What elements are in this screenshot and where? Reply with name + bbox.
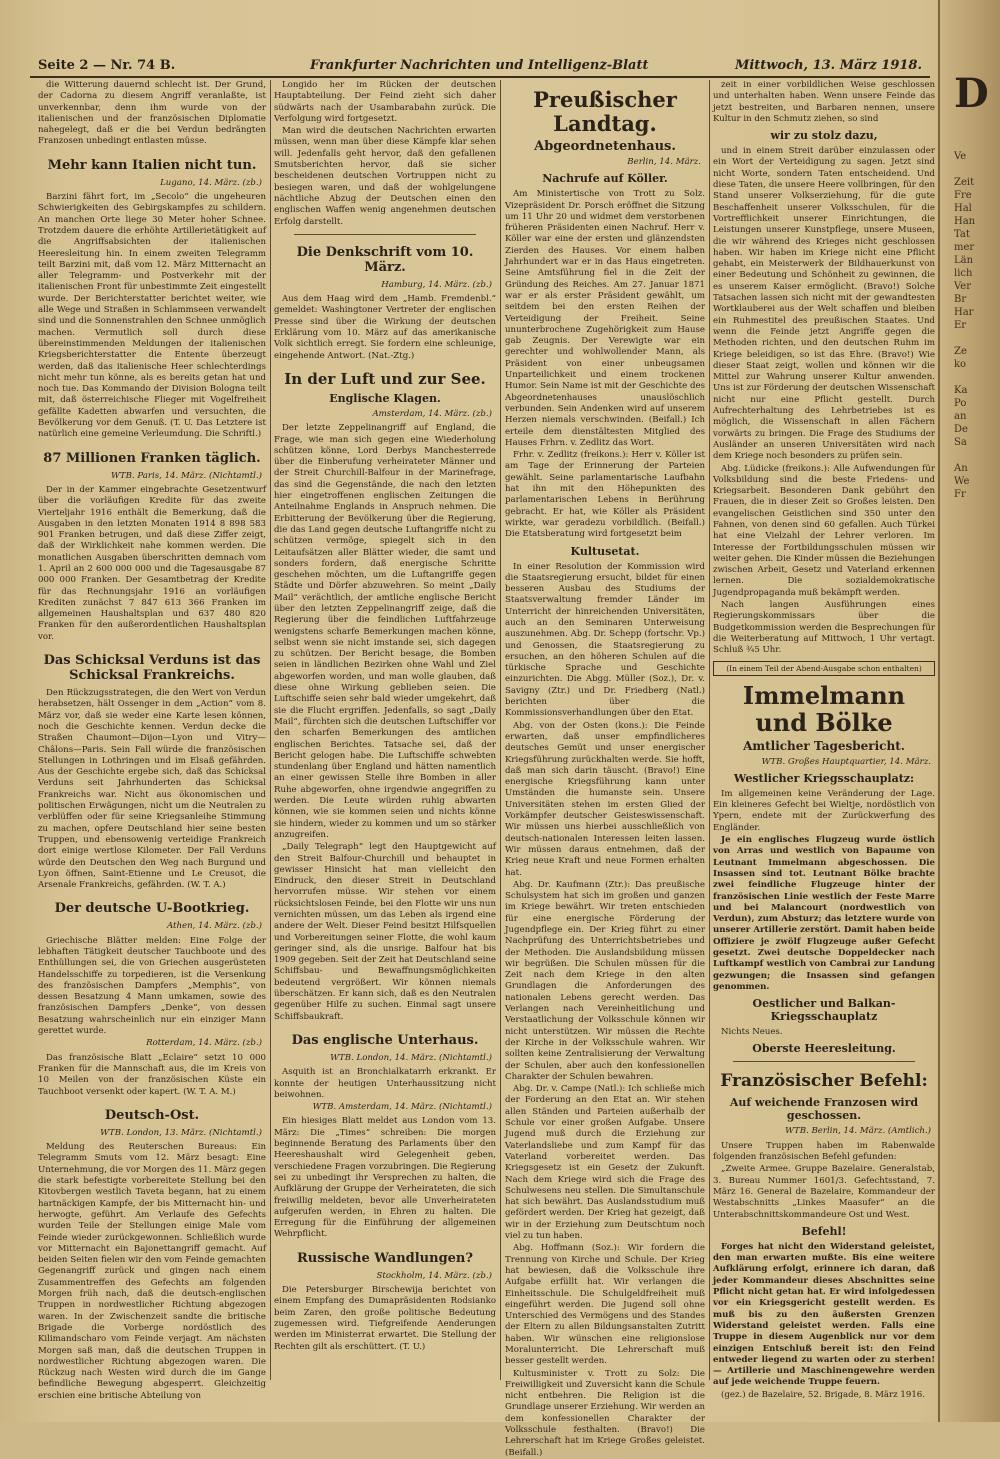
headline-italien: Mehr kann Italien nicht tun. [47,157,257,173]
headline-verdun: Das Schicksal Verduns ist das Schicksal Frankreichs. [43,653,261,684]
article-body: Das französische Blatt „Eclaire“ setzt 10 000 Franken für die Mannschaft aus, die im Kreis von 10 Meilen von der französischen Küste ein Tauchboot versenkt oder kapert. (W. T. A. M.) [38,1052,266,1097]
headline-millionen: 87 Millionen Franken täglich. [43,450,261,466]
dateline: Hamburg, 14. März. (zb.) [381,279,492,290]
article-body: Je ein englisches Flugzeug wurde östlich von Arras und westlich von Bapaume von Leutnant Immelmann abgeschossen. Die Insassen sind tot. Leutnant Bölke brachte zwei feindliche Flugzeuge hinter der französischen Linie westlich der Feste Marre und bei Malancourt (nordwestlich von Verdun), zum Absturz; das letztere wurde von unserer Artillerie zerstört. Damit haben beide Offiziere je zwölf Flugzeuge außer Gefecht gesetzt. Zwei deutsche Doppeldecker nach Luftkampf westlich von Cambrai zur Landung gezwungen; die Insassen sind gefangen genommen. [713,835,935,992]
dateline: Amsterdam, 14. März. (zb.) [372,408,492,419]
headline-deutsch-ost: Deutsch-Ost. [104,1107,200,1123]
separator [294,234,476,235]
separator [733,1061,915,1062]
article-body: Frhr. v. Zedlitz (freikons.): Herr v. Köller ist am Tage der Erinnerung der Parteien gewählt. Seine parlamentarische Laufbahn hat ihn mit den Höhepunkten des parlamentarischen Lebens in Berührung gebracht. Er hat, wie Köller als Präsident wirkte, war geradezu vorbildlich. (Beifall.) Die Etatsberatung wird fortgesetzt beim [505,450,705,540]
column-2 [274,80,496,1390]
subheadline: Oestlicher und Balkan-Kriegsschauplatz [752,997,896,1024]
article-body: Abg. von der Osten (kons.): Die Feinde erwarten, daß unser empfindlicheres deutsches Gemüt und unser energischer Kriegsführung zurückhalten werde. Sie hofft, daß man sich darin täuscht. (Bravo!) Eine energische Kriegsführung kann unter Umständen die humanste sein. Unsere Universitäten stehen im ersten Glied der Vorkämpfer deutscher Geisteswissenschaft. Wir müssen uns hierbei ausschließlich von deutsch-nationalen Interessen leiten lassen. Wir müssen daraus entnehmen, daß der Krieg neue Kraft und neue Formen erhalten hat. [505,720,705,878]
subheadline: Englische Klagen. [329,391,441,405]
dateline: Berlin, 14. März. [627,157,701,167]
subheadline: Nachrufe auf Köller. [542,172,668,186]
dateline: WTB. London, 13. März. (Nichtamtl.) [100,1127,262,1138]
headline-russische: Russische Wandlungen? [296,1250,474,1266]
article-body: Den Rückzugsstrategen, die den Wert von Verdun herabsetzen, hält Ossenger in dem „Action“ vom 8. März vor, daß sie weder eine Karte lesen können, noch die Geschichte kennen. Verdun decke die Straßen Chaumont—Dijon—Lyon und Vitry—Châlons—Paris. Sein Fall würde die französischen Stellungen in Lothringen und im Elsaß gefährden. Aus der Geschichte ergebe sich, daß das Schicksal Verduns seit Jahrhunderten das Schicksal Frankreichs war. Nicht aus ökonomischen und politischen Erwägungen, nicht um die Neutralen zu verblüffen oder für seine Kriegsanleihe Stimmung zu machen, opfere Deutschland hier seine besten Truppen, und ebensowenig verteidige Frankreich dort einige wertlose Kilometer. Der Fall Verduns würde den Deutschen den Weg nach Burgund und Lyon öffnen, Saint-Etienne und Le Creusot, die Arsenale Frankreichs, gefährden. (W. T. A.) [38,688,266,891]
dateline: Athen, 14. März. (zb.) [166,921,262,932]
article-body: Forges hat nicht den Widerstand geleistet, den man erwarten mußte. Bis eine weitere Aufklärung erfolgt, erinnere ich daran, daß jeder Kommandeur dieses Abschnittes seine Pflicht nicht getan hat. Er wird infolgedessen vor ein Kriegsgericht gestellt werden. Es muß bis zu den äußersten Grenzen Widerstand geleistet werden. Falls eine Truppe in diesem Augenblick nur vor dem einzigen Entschluß bereit ist: den Feind entweder liegend zu warten oder zu sterben! — Artillerie und Maschinengewehre werden auf jede weichende Truppe feuern. [713,1241,935,1388]
subheadline: Auf weichende Franzosen wird geschossen. [729,1096,919,1123]
article-body: Nach langen Ausführungen eines Regierungskommissars über die Budgetkommission werden die Besprechungen für die Weiterberatung auf Mittwoch, 1 Uhr vertagt. Schluß ¾5 Uhr. [713,600,935,656]
headline-unterhaus: Das englische Unterhaus. [291,1032,479,1048]
column-1 [38,80,266,1401]
headline-landtag: Preußischer Landtag. [533,87,677,136]
signature: Oberste Heeresleitung. [752,1042,896,1056]
page-header [30,52,930,78]
headline-denkschrift: Die Denkschrift vom 10. März. [296,244,474,275]
subheadline: Kultusetat. [570,544,640,558]
headline-luft-see: In der Luft und zur See. [284,369,486,388]
article-body: Man wird die deutschen Nachrichten erwarten müssen, wenn man über diese Kämpfe klar sehen will. Jedenfalls geht hervor, daß den gefallenen Smutsberichten hervor, daß sie sicher bescheidenen deutschen Vortruppen nicht zu besiegen waren, und daß der wohlgelungene nächtliche Abzug der Deutschen einen den englischen Waffen wenig angenehmen deutschen Erfolg darstellt. [274,126,496,227]
article-body: Aus dem Haag wird dem „Hamb. Fremdenbl.“ gemeldet: Washingtoner Vertreter der englischen Presse sind über die Wirkung der deutschen Erklärung vom 10. März auf das amerikanische Volk sichtlich erregt. Sie fordern eine schleunige, eingehende Antwort. (Nat.-Ztg.) [274,294,496,361]
article-body: Abg. Dr. v. Campe (Natl.): Ich schließe mich der Forderung an den Etat an. Wir stehen allen Ständen und Parteien außerhalb der Schule vor einer großen Aufgabe. Unsere Jugend muß durch die Erziehung zur Vaterlandsliebe und zum Kampf für das Vaterland vorbereitet werden. Das Kriegsgesetz ist ein Gesetz der Zukunft. Nach dem Kriege wird sich die Frage des Schulwesens neu stellen. Die Simultanschule hat sich bewährt. Das Auslandsstudium muß gefördert werden. Der Krieg hat gezeigt, daß wir in der Erziehung zum Deutschtum noch viel zu tun haben. [505,1084,705,1242]
column-3 [505,80,705,1458]
article-body: Am Ministertische von Trott zu Solz. Vizepräsident Dr. Porsch eröffnet die Sitzung um 11 Uhr 20 und widmet dem verstorbenen früheren Präsidenten einen Nachruf. Herr v. Köller war eine der ersten und glänzendsten Zierden des Hauses. Vor einem halben Jahrhundert war er in das Haus eingetreten. Seine Amtsführung fiel in die Zeit der Gründung des Reiches. Am 27. Januar 1871 war er als erster Präsident gewählt, um seitdem bei den ersten Reihen der Verteidigung der Freiheit. Seine ununterbrochene Zugehörigkeit zum Hause gab Zeugnis. Der Verewigte war ein gerechter und wohlwollender Mann, als Präsident von einer unbeugsamen Unparteilichkeit und einem trockenen Humor. Sein Name ist mit der Geschichte des Abgeordnetenhauses unauslöschlich verbunden. Sein Andenken wird auf unserem Herzen niemals verschwinden. (Beifall.) Ich erteile dem dienstältesten Mitglied des Hauses Frhrn. v. Zedlitz das Wort. [505,189,705,448]
article-continuation: zeit in einer vorbildlichen Weise geschlossen und unterhalten haben. Wenn unsere Feinde das jetzt bestreiten, und Barbaren nennen, unsere Kultur in den Schmutz ziehen, so sind [713,80,935,124]
article-body: „Daily Telegraph“ legt den Hauptgewicht auf den Streit Balfour-Churchill und behauptet in gewisser Hinsicht hat man vielleicht den Eindruck, den dieser Streit in Deutschland hervorrufen müsse. Wir stehen vor einem rücksichtslosen Feinde, bei den Flotte wir uns nun vernichten müssen, um das Leben als irgend eine andere der Welt. Dieser Feind besitzt Hilfsquellen und Vorbereitungen seiner Flotte, die wohl kaum geringer sind, als die unsrige. Balfour hat bis 1909 gegeben. Seit der Zeit hat Deutschland seine Schiffsbau- und Bewaffnungsmöglichkeiten bedeutend vergrößert. Wir können niemals überschätzen. Er kann sich, daß es den Neutralen gegenüber Hilfe zu suchen. Einmal sagt unsere Schiffsbaukraft. [274,842,496,1022]
article-body: Barzini fährt fort, im „Secolo“ die ungeheuren Schwierigkeiten des Gebirgskampfes zu schildern. An manchen Orte liege 30 Meter hoher Schnee. Trotzdem dauere die erhöhte Artillerietätigkeit auf die Angriffsabsichten der italienischen Heeresleitung hin. In einem zweiten Telegramm teilt Barzini mit, daß vom 12. März Mitternacht an aller Telegramm- und Postverkehr mit der italienischen Front für unbestimmte Zeit eingestellt wurde. Der Berichterstatter berichtet weiter, wie alle Wege und Straßen in Schlammseen verwandelt sind und die Sonnenstrahlen den Schnee unmöglich machen. Vermutlich soll durch diese übereinstimmenden Meldungen der italienischen Kriegsberichterstatter die Entente überzeugt werden, daß das italienische Heer schlechterdings nicht mehr tun könne, als es bereits getan hat und noch tue. Das Kommando der Division Bologna teilt mit, daß österreichische Flieger mit Vogelfreiheit gefällte Kadetten abwarfen und versuchten, die Bevölkerung vor dem Genuß. (T. U. Das Letztere ist natürlich eine gemeine Verleumdung. Die Schriftl.) [38,192,266,440]
article-body: Nichts Neues. [721,1027,783,1038]
dateline: Stockholm, 14. März. (zb.) [376,1270,492,1281]
subheadline: Amtlicher Tagesbericht. [743,738,905,753]
article-body: Unsere Truppen haben im Rabenwalde folgenden französischen Befehl gefunden: [713,1140,935,1163]
column-rule [500,80,501,1380]
article-body: Meldung des Reuterschen Bureaus: Ein Telegramm Smuts vom 12. März besagt: Eine Unternehmung, die vor Morgen des 11. März gegen die stark befestigte vorbereitete Stellung bei den Kitovbergen westlich Taveta begann, hat zu einem hartnäckigen Kampfe, der bis Mitternacht hin- und herwogte, geführt. Am Verlaufe des Gefechts wurden Teile der Stellungen einige Male vom Feinde wieder zurückgewonnen. Schließlich wurde vor Mitternacht ein Bajonettangriff gemacht. Auf beiden Seiten fielen wir den vom Feinde gemachten Gegenangriff zurück und gingen nach einem Zusammentreffen des Gefechts am folgenden Morgen früh nach, daß die deutsch-englischen Truppen in nordwestlicher Richtung abgezogen waren. In der Zwischenzeit sandte die britische Brigade die Vorberge nordöstlich des Kilimandscharo vom Feinde verjagt. Am nächsten Morgen saß man, daß die deutschen Truppen in nordwestlicher Richtung abgezogen waren. Die Rückzug nach Westen wird durch die im Gange befindliche Bewegung abgesperrt. Gleichzeitig erschien eine britische Abteilung von [38,1142,266,1401]
article-body: In einer Resolution der Kommission wird die Staatsregierung ersucht, bildet für einen besseren Ausbau des Studiums der Staatsverwaltung fremder Länder im Unterricht der hinreichenden Universitäten, auch an den Seminaren Unterweisung auszunehmen. Abg. Dr. Schepp (fortschr. Vp.) und Genossen, die Staatsregierung zu ersuchen, an den höheren Schulen auf die türkische Sprache und Geschichte einzurichten. Die Abgg. Müller (Soz.), Dr. v. Savigny (Ztr.) und Dr. Friedberg (Natl.) berichten über die Kommissionsverhandlungen über den Etat. [505,561,705,719]
emphasis-line: wir zu stolz dazu, [770,129,878,143]
column-rule [709,80,710,1380]
dateline: Lugano, 14. März. (zb.) [160,177,262,188]
dateline: WTB. Großes Hauptquartier, 14. März. [761,756,931,767]
edition-notice: (In einem Teil der Abend-Ausgabe schon enthalten) [713,661,935,676]
adjacent-page-edge [938,0,1000,1422]
dateline: Rotterdam, 14. März. (zb.) [146,1038,262,1049]
article-body: Der in der Kammer eingebrachte Gesetzentwurf über die vorläufigen Kredite für das zweite Vierteljahr 1916 enthält die Bemerkung, daß die Ausgaben in den letzten Monaten 1914 8 898 583 901 Franken betrugen, und daß diese Ziffer zeigt, daß der Wirklichkeit nahe kommen werden. Die monatlichen Ausgaben überschritten demnach vom 1. April an 2 600 000 000 und die Tagesausgabe 87 000 000 Franken. Der Gesamtbetrag der Kredite für das Rechnungsjahr 1916 an vorläufigen Krediten zunächst 7 847 613 366 Franken im allgemeinen Haushaltsplan und 637 480 820 Franken für den außerordentlichen Haushaltsplan vor. [38,484,266,642]
dateline: WTB. London, 14. März. (Nichtamtl.) [330,1052,492,1063]
article-continuation: Longido her im Rücken der deutschen Hauptabteilung. Der Feind zieht sich daher südwärts nach der Usambarabahn zurück. Die Verfolgung wird fortgesetzt. [274,80,496,124]
article-body: Griechische Blätter melden: Eine Folge der lebhaften Tätigkeit deutscher Tauchboote und des Enthüllungen sei, die von Griechen ausgerüsteten Handelsschiffe zu torpedieren, ist die Versenkung des französischen Dampfers „Memphis“, von dessen Besatzung 4 Mann umkamen, sowie des französischen Dampfers „Denke“, von dessen Besatzung wahrscheinlich nur ein einziger Mann gerettet wurde. [38,935,266,1037]
headline-u-bootkrieg: Der deutsche U-Bootkrieg. [54,901,250,917]
article-continuation: die Witterung dauernd schlecht ist. Der Grund, der Cadorna zu diesem Angriff veranlaßte, ist unverkennbar, denn ihm wurde von der italienischen und der französischen Diplomatie nahegelegt, daß er die bei Verdun bedrängten Franzosen unbedingt entlasten müsse. [38,80,266,147]
article-body: Ein hiesiges Blatt meldet aus London vom 13. März: Die „Times“ schreiben: Die morgen beginnende Beratung des Parlaments über den Heereshaushalt wird Gelegenheit geben, verschiedene Fragen vorzubringen. Die Regierung sei zu unbedingt ihr Versprechen zu halten, die Aufklärung der Gruppe der Verheirateten, die sich freiwillig meldeten, bevor alle Unverheirateten aufgerufen werden, in Ehren zu halten. Die Erregung für die Einführung der allgemeinen Wehrpflicht. [274,1116,496,1240]
article-body: „Zweite Armee. Gruppe Bazelaire. Generalstab, 3. Bureau Nummer 1601/3. Gefechtsstand, 7. März 16. General de Bazelaire, Kommandeur der Westabschnitts „Linkes Maasufer“ an die Unterabschnittskommandeure Ost und West. [713,1164,935,1220]
subheadline: Westlicher Kriegsschauplatz: [733,771,915,785]
subheadline: Abgeordnetenhaus. [534,139,676,154]
column-rule [270,80,271,1380]
issue-date: Mittwoch, 13. März 1918. [734,58,922,73]
article-body: Kultusminister v. Trott zu Solz: Die Freiwilligkeit und Zuversicht kann die Schule nicht entbehren. Die Religion ist die Grundlage unserer Erziehung. Wir werden an dem konfessionellen Charakter der Volksschule festhalten. (Bravo!) Die Lehrerschaft hat im Kriege Großes geleistet. (Beifall.) [505,1368,705,1458]
dateline: WTB. Berlin, 14. März. (Amtlich.) [785,1126,931,1137]
subheadline: Befehl! [801,1224,847,1238]
column-4 [713,80,935,1400]
article-body: Die Petersburger Birschewija berichtet von einem Empfang des Dumapräsidenten Rodsianko beim Zaren, den große politische Bedeutung zugemessen wird. Tiefgreifende Aenderungen werden im Ministerrat erwartet. Die Stellung der Rechten gilt als erschüttert. (T. U.) [274,1285,496,1352]
article-body: Abg. Dr. Kaufmann (Ztr.): Das preußische Schulsystem hat sich im großen und ganzen im Kriege bewährt. Wir treten entschieden für eine energische Förderung der Jugendpflege ein. Der Krieg führt zu einer Nachprüfung des Unterrichtsbetriebes und der Methoden. Die Auslandsbildung müssen wir begrüßen. Die Schulen müssen für die Zeit nach dem Kriege in den alten Grundlagen die Anforderungen des nationalen Lebens gerecht werden. Das Verlangen nach Vereinheitlichung und Verstaatlichung der Volksschule können wir nicht unterstützen. Wir müssen die Rechte der Kirche in der Volksschule wahren. Wir sollten keine Zentralisierung der Verwaltung der Schulen, aber auch den konfessionellen Charakter der Schulen bewahren. [505,879,705,1082]
headline-befehl: Französischer Befehl: [720,1071,928,1092]
dateline: WTB. Paris, 14. März. (Nichtamtl.) [111,470,262,481]
article-body: Abg. Hoffmann (Soz.): Wir fordern die Trennung von Kirche und Schule. Der Krieg hat bewiesen, daß die Volksschule ihre Aufgabe erfüllt hat. Wir verlangen die Einheitsschule. Die Schulgeldfreiheit muß eingeführt werden. Die Jugend soll ohne Unterschied des Vermögens und des Standes der Eltern zu allen Bildungsanstalten Zutritt haben. Wir wünschen eine religionslose Moralunterricht. Die Lehrerschaft muß besser gestellt werden. [505,1243,705,1367]
masthead-title: Frankfurter Nachrichten und Intelligenz-Blatt [310,58,649,73]
article-body: Asquith ist an Bronchialkatarrh erkrankt. Er konnte der heutigen Unterhaussitzung nicht beiwohnen. [274,1067,496,1100]
headline-immelmann: Immelmann und Bölke [742,680,906,737]
article-body: Der letzte Zeppelinangriff auf England, die Frage, wie man sich gegen eine Wiederholung schützen könne, Lord Derbys Manchesterrede über die Einberufung verheirateter Männer und der Streit Churchill-Balfour in der Marinefrage, das sind die Gegenstände, die nach den letzten hier eingetroffenen englischen Zeitungen die Anteilnahme Englands in Anspruch nehmen. Die Erbitterung der Bevölkerung über die Regierung, die das Land gegen deutsche Luftangriffe nicht zu schützen vermöge, spiegelt sich in den Leitaufsätzen aller Blätter wieder, die samt und sonders fordern, daß energische Schritte geschehen möchten, um die Luftangriffe gegen Städte und Dörfer abzuwehren. So meint „Daily Mail“ verächtlich, der amtliche englische Bericht über den letzten Zeppelinangriff zeige, daß die Regierung über die feindlichen Luftfahrzeuge wenigstens scharfe Bemerkungen machen könne, selbst wenn sie nicht imstande sei, sich dagegen zu schützen. Der Bericht besage, die Bomben seien in ländlichen Bezirken ohne Wahl und Ziel abgeworfen worden, und man wolle glauben, daß diese ohne Wirkung geblieben seien. Die Luftschiffe seien sehr bald wieder umgekehrt, daß sie die Flucht ergriffen. Jedenfalls, so sagt „Daily Mail“, fürchten sich die deutschen Luftschiffer vor den scharfen Bemerkungen des amtlichen englischen Berichtes. Tatsache sei, daß der Bericht gelogen habe. Die Luftschiffe schwebten stundenlang über England und hätten namentlich an einer gewissen Stelle ihre Bomben in aller Ruhe abgeworfen, ohne irgendwie angegriffen zu werden. Die Leute würden ruhig abwarten können, wie sie kommen seien und nichts könne sie hindern, wieder zu kommen und um so stärker anzugreifen. [274,423,496,840]
article-body: und in einem Streit darüber einzulassen oder ein Wort der Verteidigung zu sagen. Jetzt sind nicht Worte, sondern Taten entscheidend. Und diese Taten, die unsere Heere vollbringen, für den Stand unserer Volkserziehung, für die gute Beschaffenheit unserer Volksschulen, für die Vortrefflichkeit unserer Einrichtungen, die Leistungen unserer Kunstpflege, unsere Museen, die wir während des Krieges nicht geschlossen haben. Wir haben im Kriege nicht eine Pflicht gehabt, ein Meisterwerk der Bildhauerkunst von einer Bedeutung und Schönheit zu gewinnen, die es unserem Kaiser ermöglicht. (Bravo!) Solche Tatsachen lassen sich nicht mit der gewandtesten Wortklauberei aus der Welt schaffen und bleiben ein Ruhmestitel des preußischen Staates. Und wenn die Feinde jetzt Angriffe gegen die Methoden richten, und den deutschen Ruhm im Kriege beleidigen, so ist das Ehre. (Bravo!) Wie dieser Staat zeigt, wollen und können wir die Mittel zur Wahrung unserer Kultur anwenden. Uns ist zur Förderung der deutschen Wissenschaft nicht nur eine Pflicht gestellt. Durch Aufrechterhaltung des Lehrbetriebes ist es möglich, die Wissenschaft in allen Fächern vorwärts zu bringen. Die Frage des Studiums der Ausländer an unseren Universitäten wird nach dem Kriege noch besonders zu prüfen sein. [713,146,935,462]
page-number: Seite 2 — Nr. 74 B. [38,58,176,73]
edge-text-fragments: Ve Zeit Fre Hal Han Tat mer Län lich Ver Br Har Er Ze ko Ka Po an De Sa An We Fr [954,151,976,500]
edge-letter: D [954,70,989,117]
dateline: WTB. Amsterdam, 14. März. (Nichtamtl.) [312,1102,492,1113]
article-body: Abg. Lüdicke (freikons.): Alle Aufwendungen für Volksbildung sind die beste Friedens- und Kriegsarbeit. Besonderen Dank gebührt den Frauen, die in dieser Zeit so Großes leisten. Den evangelischen Geistlichen sind 350 unter den Fahnen, von denen sind 60 gefallen. Auch Türkei hat eine Vielzahl der Lehrer verloren. Im Interesse der Fortbildungsschulen müssen wir weiter gehen. Die Kinder müssen die Beziehungen zwischen Arbeit, Gesetz und Vaterland erkennen lernen. Die sozialdemokratische Jugendpropaganda muß bekämpft werden. [713,463,935,598]
signature: (gez.) de Bazelaire, 52. Brigade, 8. März 1916. [721,1389,926,1400]
article-body: Im allgemeinen keine Veränderung der Lage. Ein kleineres Gefecht bei Wieltje, nordöstlich von Ypern, endete mit der Zurückwerfung des Engländer. [713,788,935,833]
